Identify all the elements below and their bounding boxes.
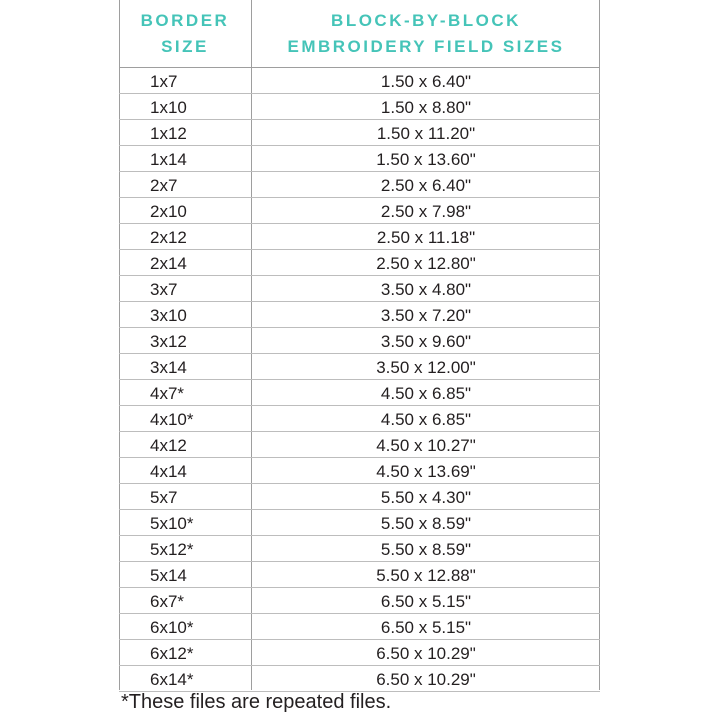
field-size-cell: 2.50 x 11.18" xyxy=(376,228,476,247)
table-row xyxy=(119,432,600,458)
border-size-cell: 6x10* xyxy=(150,618,194,637)
table-header xyxy=(119,0,600,68)
field-size-cell: 4.50 x 13.69" xyxy=(376,462,476,481)
border-size-cell: 4x10* xyxy=(150,410,194,429)
table-row xyxy=(119,354,600,380)
field-size-cell: 3.50 x 7.20" xyxy=(380,306,472,325)
border-size-cell: 5x7 xyxy=(150,488,178,507)
field-size-cell: 6.50 x 10.29" xyxy=(376,644,476,663)
field-size-cell: 6.50 x 5.15" xyxy=(380,592,472,611)
field-size-cell: 3.50 x 4.80" xyxy=(380,280,472,299)
border-size-cell: 2x12 xyxy=(150,228,187,247)
table-row xyxy=(119,94,600,120)
field-size-cell: 1.50 x 8.80" xyxy=(380,98,472,117)
table-row xyxy=(119,588,600,614)
field-size-cell: 1.50 x 11.20" xyxy=(376,124,476,143)
field-size-cell: 5.50 x 8.59" xyxy=(380,514,472,533)
border-size-cell: 6x14* xyxy=(150,670,194,689)
header-field-sizes-line1: BLOCK-BY-BLOCK xyxy=(331,11,521,30)
header-field-sizes-line2: EMBROIDERY FIELD SIZES xyxy=(287,37,565,56)
table-row xyxy=(119,614,600,640)
table-row xyxy=(119,640,600,666)
table-row xyxy=(119,484,600,510)
field-size-cell: 2.50 x 12.80" xyxy=(376,254,476,273)
border-size-cell: 5x12* xyxy=(150,540,194,559)
field-size-cell: 3.50 x 12.00" xyxy=(376,358,476,377)
table-row xyxy=(119,120,600,146)
field-size-cell: 1.50 x 6.40" xyxy=(380,72,472,91)
field-size-cell: 4.50 x 10.27" xyxy=(376,436,476,455)
table-row xyxy=(119,406,600,432)
field-size-cell: 5.50 x 8.59" xyxy=(380,540,472,559)
table-row xyxy=(119,198,600,224)
table-body xyxy=(119,68,600,692)
border-size-cell: 1x10 xyxy=(150,98,187,117)
border-size-cell: 1x7 xyxy=(150,72,178,91)
field-size-cell: 4.50 x 6.85" xyxy=(380,384,472,403)
table-row xyxy=(119,328,600,354)
border-size-cell: 6x12* xyxy=(150,644,194,663)
table-row xyxy=(119,536,600,562)
border-size-cell: 2x14 xyxy=(150,254,187,273)
field-size-cell: 1.50 x 13.60" xyxy=(376,150,476,169)
table-row xyxy=(119,250,600,276)
field-size-cell: 6.50 x 10.29" xyxy=(376,670,476,689)
table-row xyxy=(119,562,600,588)
table-row xyxy=(119,302,600,328)
table-row xyxy=(119,172,600,198)
border-size-cell: 4x14 xyxy=(150,462,187,481)
table-row xyxy=(119,666,600,692)
table-row xyxy=(119,68,600,94)
table-row xyxy=(119,224,600,250)
border-size-cell: 3x14 xyxy=(150,358,187,377)
table-row xyxy=(119,146,600,172)
border-size-cell: 1x14 xyxy=(150,150,187,169)
table-row xyxy=(119,276,600,302)
footnote: *These files are repeated files. xyxy=(121,691,392,713)
header-border-size xyxy=(119,8,251,60)
border-size-cell: 5x14 xyxy=(150,566,187,585)
field-size-cell: 5.50 x 12.88" xyxy=(376,566,476,585)
table-row xyxy=(119,458,600,484)
border-size-cell: 3x10 xyxy=(150,306,187,325)
header-border-size-line1: BORDER xyxy=(140,11,230,30)
border-size-cell: 3x7 xyxy=(150,280,178,299)
table-row xyxy=(119,380,600,406)
table-row xyxy=(119,510,600,536)
field-size-cell: 6.50 x 5.15" xyxy=(380,618,472,637)
field-size-cell: 3.50 x 9.60" xyxy=(380,332,472,351)
field-size-cell: 2.50 x 6.40" xyxy=(380,176,472,195)
border-size-cell: 5x10* xyxy=(150,514,194,533)
border-size-cell: 4x12 xyxy=(150,436,187,455)
header-field-sizes xyxy=(252,8,600,60)
border-size-cell: 2x10 xyxy=(150,202,187,221)
border-size-cell: 3x12 xyxy=(150,332,187,351)
field-size-cell: 2.50 x 7.98" xyxy=(380,202,472,221)
border-size-cell: 1x12 xyxy=(150,124,187,143)
header-border-size-line2: SIZE xyxy=(161,37,209,56)
field-size-cell: 4.50 x 6.85" xyxy=(380,410,472,429)
border-size-cell: 2x7 xyxy=(150,176,178,195)
field-size-cell: 5.50 x 4.30" xyxy=(380,488,472,507)
border-size-cell: 4x7* xyxy=(150,384,185,403)
border-size-cell: 6x7* xyxy=(150,592,185,611)
